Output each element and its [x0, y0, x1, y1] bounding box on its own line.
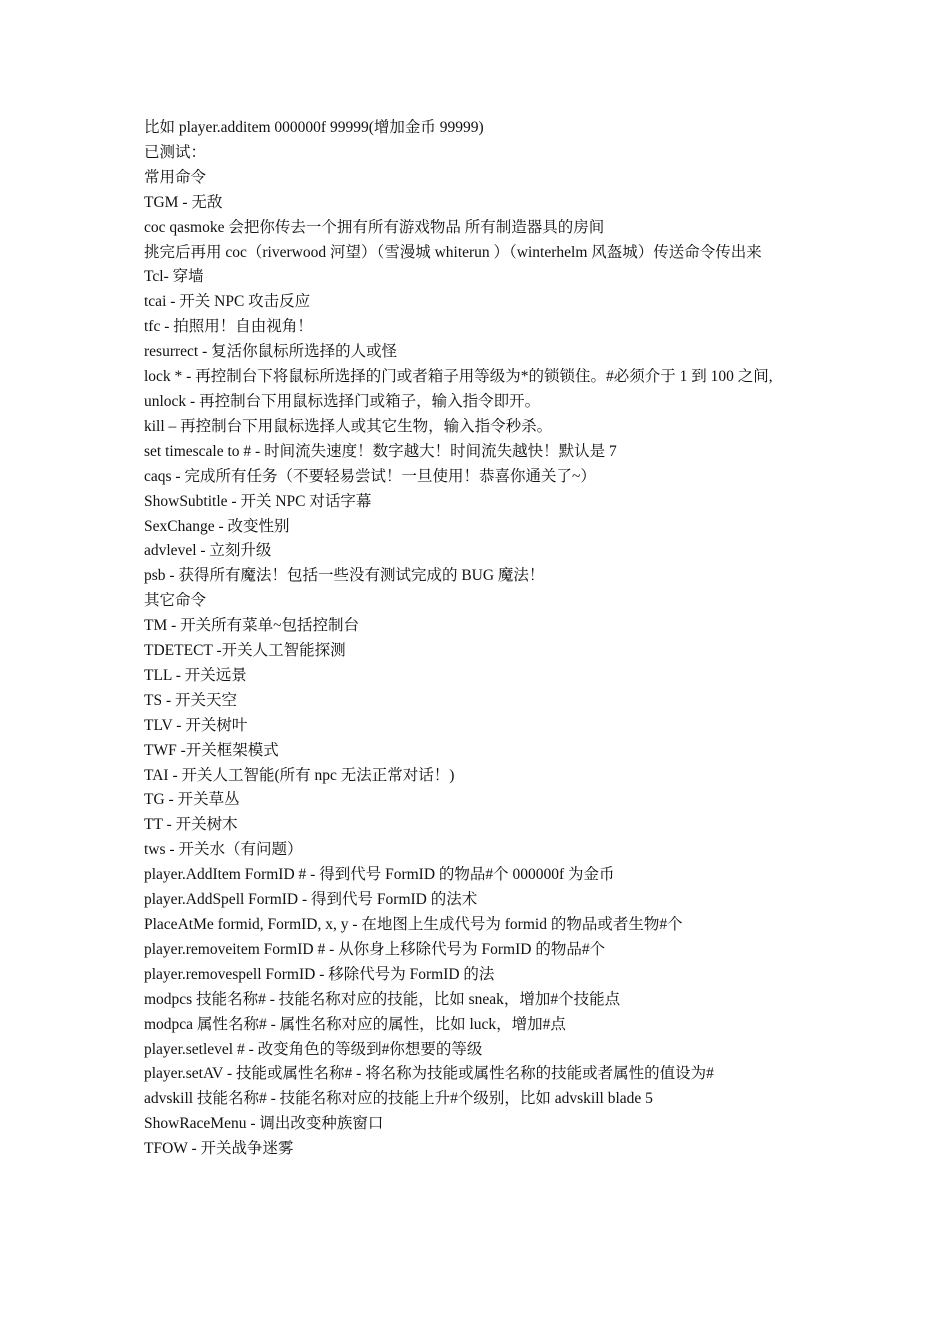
text-line: 挑完后再用 coc（riverwood 河望）（雪漫城 whiterun ）（winterhelm 风盔城）传送命令传出来: [144, 243, 762, 261]
command-line: set timescale to # - 时间流失速度！数字越大！时间流失越快！默认是 7: [144, 442, 617, 460]
command-line: tcai - 开关 NPC 攻击反应: [144, 293, 311, 311]
command-line: TWF -开关框架模式: [144, 741, 279, 759]
command-line: TGM - 无敌: [144, 193, 223, 211]
command-line: TAI - 开关人工智能(所有 npc 无法正常对话！): [144, 766, 455, 784]
command-line: player.removeitem FormID # - 从你身上移除代号为 FormID 的物品#个: [144, 940, 606, 958]
command-line: PlaceAtMe formid, FormID, x, y - 在地图上生成代号为 formid 的物品或者生物#个: [144, 916, 683, 933]
command-line: TDETECT -开关人工智能探测: [144, 642, 346, 660]
command-line: lock * - 再控制台下将鼠标所选择的门或者箱子用等级为*的锁锁住。#必须介于 1 到 100 之间,: [144, 368, 773, 386]
command-line: unlock - 再控制台下用鼠标选择门或箱子，输入指令即开。: [144, 392, 541, 410]
command-line: caqs - 完成所有任务（不要轻易尝试！一旦使用！恭喜你通关了~）: [144, 467, 596, 485]
command-line: advskill 技能名称# - 技能名称对应的技能上升#个级别，比如 advskill blade 5: [144, 1090, 653, 1108]
command-line: modpcs 技能名称# - 技能名称对应的技能，比如 sneak，增加#个技能点: [144, 990, 621, 1008]
command-line: TG - 开关草丛: [144, 791, 240, 809]
command-line: ShowRaceMenu - 调出改变种族窗口: [144, 1115, 384, 1133]
command-line: TM - 开关所有菜单~包括控制台: [144, 617, 360, 635]
command-line: TLV - 开关树叶: [144, 716, 248, 734]
command-line: TS - 开关天空: [144, 691, 238, 709]
command-line: coc qasmoke 会把你传去一个拥有所有游戏物品 所有制造器具的房间: [144, 218, 605, 236]
command-line: psb - 获得所有魔法！包括一些没有测试完成的 BUG 魔法！: [144, 567, 545, 585]
command-line: player.setAV - 技能或属性名称# - 将名称为技能或属性名称的技能或者属性的值设为#: [144, 1065, 714, 1083]
command-line: resurrect - 复活你鼠标所选择的人或怪: [144, 343, 398, 361]
section-heading: 其它命令: [144, 592, 207, 610]
command-line: modpca 属性名称# - 属性名称对应的属性，比如 luck，增加#点: [144, 1015, 566, 1033]
command-line: SexChange - 改变性别: [144, 517, 290, 535]
command-line: tfc - 拍照用！自由视角！: [144, 318, 313, 336]
command-line: TT - 开关树木: [144, 816, 238, 834]
command-line: player.setlevel # - 改变角色的等级到#你想要的等级: [144, 1040, 483, 1058]
command-line: kill – 再控制台下用鼠标选择人或其它生物，输入指令秒杀。: [144, 417, 553, 435]
command-line: TLL - 开关远景: [144, 666, 247, 684]
command-line: player.AddItem FormID # - 得到代号 FormID 的物品#个 000000f 为金币: [144, 866, 615, 884]
command-line: tws - 开关水（有问题）: [144, 841, 303, 859]
text-line: 已测试：: [144, 143, 207, 161]
command-line: advlevel - 立刻升级: [144, 542, 272, 560]
command-line: player.AddSpell FormID - 得到代号 FormID 的法术: [144, 891, 478, 909]
document-body: [144, 116, 814, 1162]
text-line: 比如 player.additem 000000f 99999(增加金币 99999): [144, 119, 484, 136]
command-line: player.removespell FormID - 移除代号为 FormID 的法: [144, 965, 495, 983]
command-line: ShowSubtitle - 开关 NPC 对话字幕: [144, 492, 372, 510]
command-line: Tcl- 穿墙: [144, 268, 204, 286]
command-line: TFOW - 开关战争迷雾: [144, 1140, 294, 1158]
section-heading: 常用命令: [144, 168, 207, 186]
